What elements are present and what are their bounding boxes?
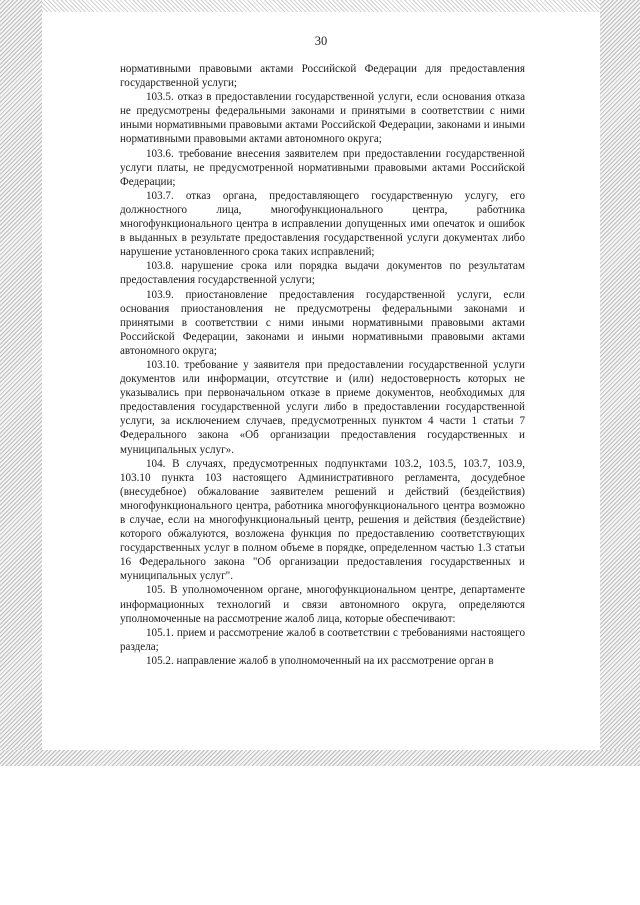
paragraph-103-10: 103.10. требование у заявителя при предоставлении государственной услуги документов или информации, отсутствие и (или) недостоверность которых не указывались при первоначальном отказе в приеме документов, необходимых для предоставления государственной услуги либо в предоставлении государственной услуги, за исключением случаев, предусмотренных пунктом 4 части 1 статьи 7 Федерального закона «Об организации предоставления государственных и муниципальных услуг». [120,358,525,456]
scan-border-left [0,0,42,766]
paragraph-105-1: 105.1. прием и рассмотрение жалоб в соответствии с требованиями настоящего раздела; [120,626,525,653]
paragraph-104: 104. В случаях, предусмотренных подпунктами 103.2, 103.5, 103.7, 103.9, 103.10 пункта 103 настоящего Административного регламента, досудебное (внесудебное) обжалование заявителем решений и действий (бездействия) многофункционального центра, работника многофункционального центра возможно в случае, если на многофункциональный центр, решения и действия (бездействие) которого обжалуются, возложена функция по предоставлению соответствующих государственных услуг в полном объеме в порядке, определенном частью 1.3 статьи 16 Федерального закона "Об организации предоставления государственных и муниципальных услуг". [120,457,525,583]
page-number: 30 [314,34,328,48]
scan-border-bottom [0,750,640,766]
paragraph-103-6: 103.6. требование внесения заявителем при предоставлении государственной услуги платы, не предусмотренной нормативными правовыми актами Российской Федерации; [120,147,525,188]
scan-border-top [0,0,640,12]
paragraph-105-2: 105.2. направление жалоб в уполномоченный на их рассмотрение орган в [146,654,494,667]
paragraph-103-8: 103.8. нарушение срока или порядка выдачи документов по результатам предоставления государственной услуги; [120,260,525,287]
paragraph-105: 105. В уполномоченном органе, многофункциональном центре, департаменте информационных технологий и связи автономного округа, определяются уполномоченные на рассмотрение жалоб лица, которые обеспечивают: [120,584,525,625]
paragraph-103-7: 103.7. отказ органа, предоставляющего государственную услугу, его должностного лица, многофункционального центра, работника многофункционального центра в исправлении допущенных ими опечаток и ошибок в выданных в результате предоставления государственной услуги документах либо нарушение установленного срока таких исправлений; [120,189,525,259]
document-page [42,12,600,750]
paragraph-continuation: нормативными правовыми актами Российской Федерации для предоставления государственной услуги; [120,63,525,90]
paragraph-103-5: 103.5. отказ в предоставлении государственной услуги, если основания отказа не предусмотрены федеральными законами и принятыми в соответствии с ними иными нормативными правовыми актами Российской Федерации, законами и иными нормативными правовыми актами автономного округа; [120,91,525,146]
paragraph-103-9: 103.9. приостановление предоставления государственной услуги, если основания приостановления не предусмотрены федеральными законами и принятыми в соответствии с ними иными нормативными правовыми актами Российской Федерации, законами и иными нормативными правовыми актами автономного округа; [120,288,525,357]
scan-border-right [600,0,640,766]
document-body [120,62,525,668]
